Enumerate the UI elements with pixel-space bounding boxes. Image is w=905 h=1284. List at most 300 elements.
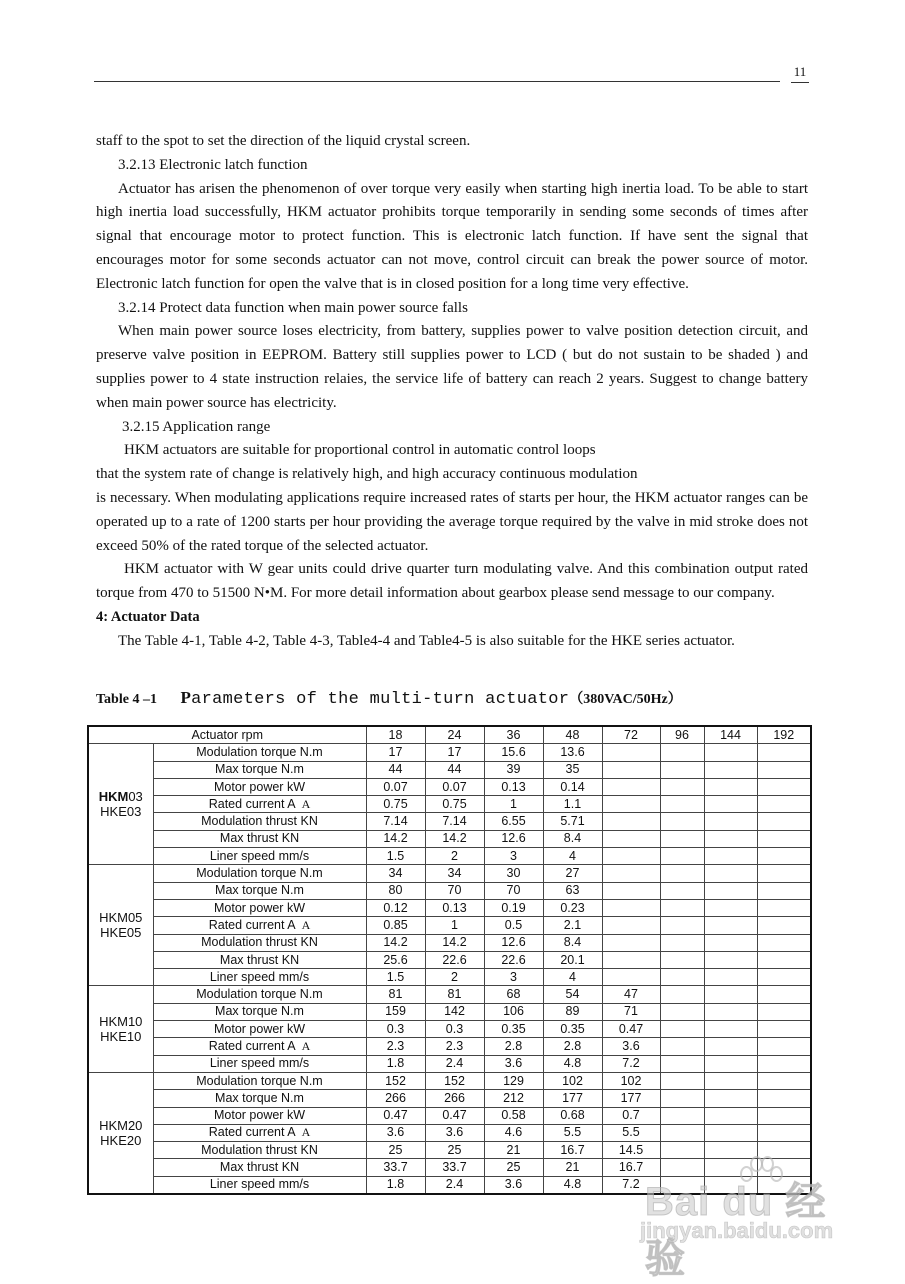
parameter-label: Rated current A [208,796,296,811]
value-cell: 12.6 [484,934,543,951]
value-cell: 129 [484,1072,543,1089]
parameter-cell [153,1142,366,1159]
section-4-text: The Table 4-1, Table 4-2, Table 4-3, Table4-4 and Table4-5 is also suitable for the HKE series actuator. [118,632,735,649]
table-row [88,761,811,778]
value-cell: 70 [484,882,543,899]
value-cell: 0.35 [484,1021,543,1038]
value-cell: 2.8 [543,1038,602,1055]
parameter-cell [153,1003,366,1020]
value-cell: 34 [366,865,425,882]
table-row [88,744,811,761]
header-label: Actuator rpm [88,726,366,744]
table-row [88,917,811,934]
value-cell: 4 [543,969,602,986]
value-cell [660,865,704,882]
value-cell [704,1159,757,1176]
value-cell [602,761,660,778]
table-row [88,813,811,830]
table-row [88,969,811,986]
value-cell: 177 [602,1090,660,1107]
value-cell: 0.19 [484,899,543,916]
parameter-cell [153,1124,366,1141]
value-cell: 0.13 [484,778,543,795]
value-cell [602,813,660,830]
value-cell: 3.6 [484,1055,543,1072]
value-cell [704,882,757,899]
watermark-url-text: jingyan.baidu.com [640,1218,834,1243]
value-cell [602,830,660,847]
value-cell: 4.6 [484,1124,543,1141]
model-name-line2: HKE10 [100,1029,142,1045]
value-cell [704,969,757,986]
value-cell: 35 [543,761,602,778]
table-row [88,1176,811,1194]
value-cell [757,865,811,882]
value-cell: 2.8 [484,1038,543,1055]
body-text [96,130,808,654]
parameter-unit-suffix: A [301,796,311,811]
table-row [88,882,811,899]
value-cell: 0.7 [602,1107,660,1124]
value-cell [660,1090,704,1107]
value-cell [660,744,704,761]
parameter-cell [153,848,366,865]
value-cell [704,951,757,968]
parameter-label: Modulation thrust KN [201,1142,318,1157]
value-cell [602,882,660,899]
value-cell [602,969,660,986]
value-cell: 4.8 [543,1055,602,1072]
value-cell [757,917,811,934]
value-cell: 177 [543,1090,602,1107]
value-cell: 5.5 [543,1124,602,1141]
model-name-line2: HKE05 [100,925,142,941]
value-cell [660,1159,704,1176]
value-cell: 63 [543,882,602,899]
value-cell [757,986,811,1003]
value-cell: 0.75 [366,796,425,813]
value-cell [660,934,704,951]
value-cell [602,848,660,865]
table-row [88,1038,811,1055]
value-cell: 25.6 [366,951,425,968]
model-cell [88,744,153,865]
value-cell: 152 [425,1072,484,1089]
model-name-line1 [89,789,153,804]
parameter-cell [153,1107,366,1124]
value-cell [704,1055,757,1072]
parameter-label: Modulation torque N.m [196,1073,323,1088]
section-3-2-15-heading: 3.2.15 Application range [122,418,271,435]
value-cell [660,1107,704,1124]
table-row [88,1055,811,1072]
value-cell [704,1072,757,1089]
value-cell [704,986,757,1003]
value-cell [704,796,757,813]
model-cell [88,986,153,1072]
section-4-heading: 4: Actuator Data [96,608,200,625]
section-3-2-14-heading: 3.2.14 Protect data function when main power source falls [118,299,468,316]
value-cell: 0.5 [484,917,543,934]
value-cell [704,1090,757,1107]
value-cell: 2 [425,848,484,865]
value-cell: 44 [425,761,484,778]
rpm-header: 144 [704,726,757,744]
value-cell: 0.07 [366,778,425,795]
value-cell [757,1176,811,1194]
value-cell: 14.2 [366,830,425,847]
value-cell [757,882,811,899]
table-caption-label: Table 4 –1 [96,692,157,707]
value-cell: 1.5 [366,848,425,865]
value-cell: 8.4 [543,830,602,847]
parameter-cell [153,744,366,761]
model-name-line2: HKE03 [100,804,142,820]
value-cell: 0.23 [543,899,602,916]
value-cell: 3 [484,848,543,865]
value-cell [757,1003,811,1020]
value-cell [757,1090,811,1107]
gear-units-text: HKM actuator with W gear units could drive quarter turn modulating valve. And this combination output rated torque from 470 to 51500 N•M. For more detail information about gearbox please send message to our company. [96,561,808,602]
section-3-2-15-line1: HKM actuators are suitable for proportional control in automatic control loops [124,442,596,459]
value-cell: 12.6 [484,830,543,847]
value-cell [660,1142,704,1159]
value-cell [757,1107,811,1124]
value-cell: 0.3 [366,1021,425,1038]
value-cell: 27 [543,865,602,882]
value-cell [757,744,811,761]
value-cell: 0.14 [543,778,602,795]
value-cell [660,1021,704,1038]
parameter-label: Motor power kW [214,1021,305,1036]
value-cell: 102 [543,1072,602,1089]
value-cell [602,951,660,968]
parameter-unit-suffix: A [301,917,311,932]
value-cell [660,969,704,986]
table-row [88,865,811,882]
model-cell [88,865,153,986]
parameter-cell [153,934,366,951]
parameter-label: Max torque N.m [215,762,304,777]
section-3-2-15-line2: that the system rate of change is relatively high, and high accuracy continuous modulation [96,466,638,483]
value-cell [757,813,811,830]
value-cell [757,969,811,986]
value-cell: 4 [543,848,602,865]
value-cell: 0.13 [425,899,484,916]
parameter-cell [153,951,366,968]
value-cell: 89 [543,1003,602,1020]
value-cell [704,830,757,847]
value-cell: 3.6 [484,1176,543,1194]
parameter-label: Max torque N.m [215,883,304,898]
value-cell: 39 [484,761,543,778]
value-cell: 1.1 [543,796,602,813]
parameter-cell [153,1021,366,1038]
parameter-unit-suffix: A [301,1125,311,1140]
parameter-unit-suffix: A [301,1038,311,1053]
value-cell: 68 [484,986,543,1003]
parameter-label: Max thrust KN [219,952,300,967]
value-cell [704,848,757,865]
section-3-2-14-text: When main power source loses electricity, from battery, supplies power to valve position detection circuit, and preserve valve position in EEPROM. Battery still supplies power to LCD ( but do not sustain to be shaded ) and supplies power to 4 state instruction relaies, the service life of battery can reach 2 years. Suggest to change battery when main power source has electricity. [96,323,808,411]
value-cell: 3.6 [602,1038,660,1055]
value-cell [757,796,811,813]
value-cell [757,848,811,865]
parameter-cell [153,1090,366,1107]
value-cell: 3.6 [366,1124,425,1141]
value-cell [757,1038,811,1055]
rpm-header: 36 [484,726,543,744]
value-cell: 7.14 [366,813,425,830]
parameter-cell [153,1055,366,1072]
value-cell: 14.2 [366,934,425,951]
value-cell [660,1072,704,1089]
value-cell [757,1142,811,1159]
parameter-label: Max thrust KN [219,831,300,846]
value-cell: 16.7 [602,1159,660,1176]
value-cell [602,917,660,934]
parameter-label: Modulation torque N.m [196,744,323,759]
value-cell: 7.2 [602,1055,660,1072]
value-cell: 44 [366,761,425,778]
section-3-2-15-text: is necessary. When modulating applications require increased rates of starts per hour, the HKM actuator ranges can be operated up to a rate of 1200 starts per hour providing the average torque required by the valve in mid stroke does not exceed 50% of the rated torque of the selected actuator. [96,489,808,554]
value-cell: 102 [602,1072,660,1089]
table-caption-title: Parameters of the multi-turn actuator [180,688,570,709]
table-caption-spec: （380VAC/50Hz） [569,692,682,707]
value-cell [757,778,811,795]
rpm-header: 24 [425,726,484,744]
value-cell: 13.6 [543,744,602,761]
value-cell [602,778,660,795]
model-name-line1: HKM10 [99,1014,143,1030]
value-cell: 2 [425,969,484,986]
parameter-label: Max torque N.m [215,1090,304,1105]
value-cell: 152 [366,1072,425,1089]
parameter-cell [153,986,366,1003]
value-cell [704,1142,757,1159]
value-cell: 0.47 [602,1021,660,1038]
rpm-header: 48 [543,726,602,744]
table-header-row [88,726,811,744]
value-cell: 0.75 [425,796,484,813]
value-cell: 2.3 [366,1038,425,1055]
table-row [88,778,811,795]
value-cell [602,934,660,951]
parameter-label: Rated current A [208,917,296,932]
value-cell [660,899,704,916]
value-cell [704,1124,757,1141]
value-cell: 4.8 [543,1176,602,1194]
table-row [88,1021,811,1038]
value-cell [704,899,757,916]
value-cell: 0.68 [543,1107,602,1124]
value-cell [704,865,757,882]
value-cell: 7.14 [425,813,484,830]
table-row [88,934,811,951]
value-cell [660,882,704,899]
value-cell: 1 [425,917,484,934]
value-cell: 14.2 [425,830,484,847]
value-cell: 2.1 [543,917,602,934]
table-row [88,1159,811,1176]
value-cell [660,830,704,847]
value-cell: 5.71 [543,813,602,830]
value-cell [757,830,811,847]
value-cell: 81 [425,986,484,1003]
value-cell [704,778,757,795]
parameter-cell [153,796,366,813]
value-cell [704,1003,757,1020]
value-cell [660,778,704,795]
value-cell [704,813,757,830]
parameter-label: Motor power kW [214,900,305,915]
parameter-label: Liner speed mm/s [209,848,310,863]
value-cell: 25 [425,1142,484,1159]
parameter-cell [153,865,366,882]
value-cell [660,848,704,865]
value-cell: 1 [484,796,543,813]
model-name-line1: HKM20 [99,1117,143,1133]
table-row [88,1090,811,1107]
value-cell: 70 [425,882,484,899]
value-cell: 21 [543,1159,602,1176]
value-cell: 106 [484,1003,543,1020]
parameter-label: Modulation thrust KN [201,935,318,950]
value-cell: 159 [366,1003,425,1020]
value-cell: 22.6 [425,951,484,968]
value-cell: 2.4 [425,1055,484,1072]
parameter-label: Liner speed mm/s [209,1056,310,1071]
paragraph-continuation: staff to the spot to set the direction of the liquid crystal screen. [96,133,471,149]
table-row [88,951,811,968]
parameter-label: Modulation thrust KN [201,814,318,829]
value-cell: 142 [425,1003,484,1020]
table-row [88,848,811,865]
parameter-cell [153,899,366,916]
parameter-cell [153,778,366,795]
value-cell [704,761,757,778]
model-suffix: 03 [128,789,143,805]
value-cell: 3 [484,969,543,986]
parameter-label: Modulation torque N.m [196,866,323,881]
value-cell: 30 [484,865,543,882]
value-cell: 33.7 [425,1159,484,1176]
table-row [88,1142,811,1159]
value-cell [660,813,704,830]
value-cell [704,1107,757,1124]
value-cell [757,761,811,778]
actuator-parameters-table [87,725,812,1195]
value-cell: 0.3 [425,1021,484,1038]
header-rule [94,81,780,82]
value-cell: 0.47 [425,1107,484,1124]
value-cell [757,1072,811,1089]
parameter-cell [153,1159,366,1176]
value-cell: 2.3 [425,1038,484,1055]
value-cell [660,951,704,968]
value-cell: 0.07 [425,778,484,795]
value-cell [660,917,704,934]
value-cell: 266 [425,1090,484,1107]
rpm-header: 192 [757,726,811,744]
table-row [88,796,811,813]
value-cell: 17 [366,744,425,761]
value-cell: 5.5 [602,1124,660,1141]
value-cell: 3.6 [425,1124,484,1141]
value-cell: 0.85 [366,917,425,934]
value-cell: 54 [543,986,602,1003]
value-cell: 80 [366,882,425,899]
section-3-2-13-text: Actuator has arisen the phenomenon of over torque very easily when starting high inertia load. To be able to start high inertia load successfully, HKM actuator prohibits torque temporarily in sending some seconds of times after signal that encourage motor to protect function. This is electronic latch function. If have sent the signal that encourages motor for some seconds actuator can not move, control circuit can break the power source of motor. Electronic latch function for open the valve that is in closed position for a long time very effective. [96,180,808,292]
value-cell [602,744,660,761]
value-cell [660,1176,704,1194]
value-cell [660,1055,704,1072]
value-cell: 21 [484,1142,543,1159]
value-cell: 1.8 [366,1055,425,1072]
value-cell: 1.5 [366,969,425,986]
value-cell [704,917,757,934]
watermark-logo-text: Bai du 经验 [645,1180,827,1281]
value-cell [757,1124,811,1141]
parameter-label: Rated current A [208,1125,296,1140]
parameter-label: Modulation torque N.m [196,987,323,1002]
value-cell: 266 [366,1090,425,1107]
value-cell [757,951,811,968]
parameter-cell [153,882,366,899]
parameter-label: Rated current A [208,1038,296,1053]
value-cell [602,899,660,916]
rpm-header: 96 [660,726,704,744]
value-cell: 7.2 [602,1176,660,1194]
model-name-line1: HKM05 [99,910,143,926]
table-row [88,1003,811,1020]
rpm-header: 72 [602,726,660,744]
value-cell: 81 [366,986,425,1003]
value-cell [602,865,660,882]
value-cell: 8.4 [543,934,602,951]
value-cell: 33.7 [366,1159,425,1176]
value-cell: 14.5 [602,1142,660,1159]
value-cell: 25 [366,1142,425,1159]
value-cell: 34 [425,865,484,882]
value-cell: 22.6 [484,951,543,968]
model-cell [88,1072,153,1194]
value-cell [660,1003,704,1020]
value-cell [757,1055,811,1072]
parameter-cell [153,1038,366,1055]
value-cell [660,1124,704,1141]
table-row [88,1124,811,1141]
value-cell: 2.4 [425,1176,484,1194]
value-cell: 0.35 [543,1021,602,1038]
value-cell [602,796,660,813]
parameter-label: Motor power kW [214,1108,305,1123]
value-cell [704,1021,757,1038]
page-number: 11 [793,64,807,79]
parameter-cell [153,917,366,934]
parameter-cell [153,1072,366,1089]
value-cell [757,1021,811,1038]
page-number-underline [791,82,809,83]
parameter-label: Liner speed mm/s [209,1177,310,1192]
value-cell: 1.8 [366,1176,425,1194]
value-cell: 47 [602,986,660,1003]
parameter-label: Liner speed mm/s [209,969,310,984]
parameter-cell [153,1176,366,1194]
value-cell: 0.47 [366,1107,425,1124]
table-row [88,899,811,916]
value-cell [757,934,811,951]
